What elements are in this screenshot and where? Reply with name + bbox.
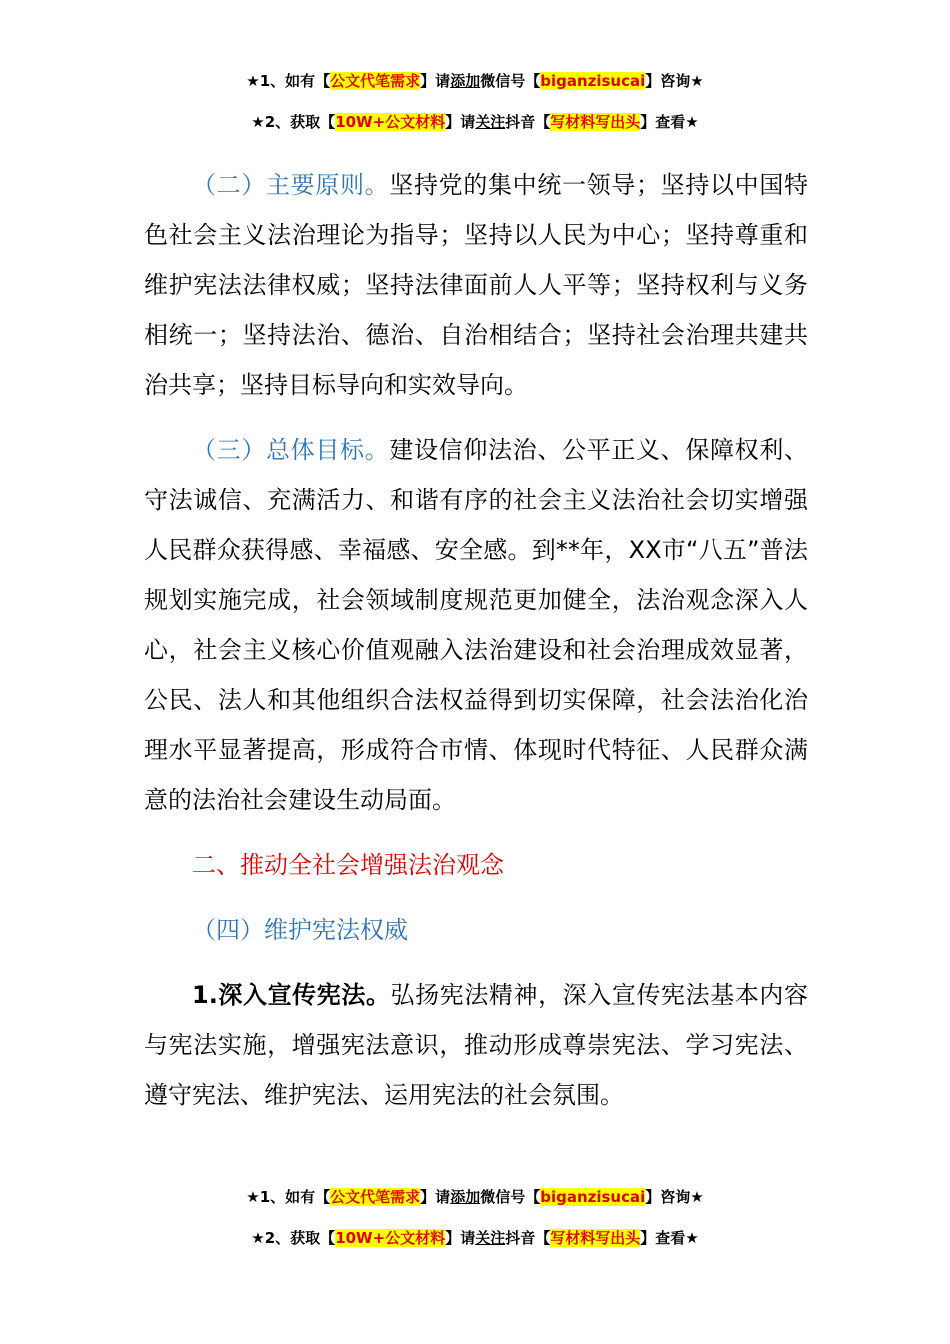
promo-text: 】请 — [420, 1188, 451, 1206]
star-icon: ★ — [246, 1188, 260, 1206]
promo-suffix: 】查看★ — [640, 113, 699, 131]
star-icon: ★ — [251, 113, 265, 131]
promo-highlight: 写材料写出头 — [550, 113, 641, 131]
promo-underlined: 关注 — [475, 113, 506, 131]
promo-suffix: 】查看★ — [640, 1229, 699, 1247]
promo-highlight: biganzisucai — [540, 1188, 646, 1206]
paragraph-principles — [144, 160, 808, 410]
bottom-promo-line-1 — [0, 1186, 950, 1208]
promo-text: 抖音【 — [505, 1229, 551, 1247]
promo-underlined: 添加 — [450, 72, 481, 90]
heading-principles: （二）主要原则。 — [192, 171, 390, 199]
promo-highlight: biganzisucai — [540, 72, 646, 90]
promo-highlight: 公文代笔需求 — [330, 1188, 421, 1206]
promo-prefix: 2、获取【 — [264, 1229, 336, 1247]
promo-highlight: 10W+公文材料 — [335, 1229, 446, 1247]
promo-underlined: 关注 — [475, 1229, 506, 1247]
promo-text: 】请 — [445, 113, 476, 131]
promo-prefix: 2、获取【 — [264, 113, 336, 131]
section-heading-2: 二、推动全社会增强法治观念 — [192, 851, 504, 879]
promo-highlight: 公文代笔需求 — [330, 72, 421, 90]
promo-underlined: 添加 — [450, 1188, 481, 1206]
body-goals: 建设信仰法治、公平正义、保障权利、守法诚信、充满活力、和谐有序的社会主义法治社会切实增强人民群众获得感、幸福感、安全感。到**年，XX市“八五”普法规划实施完成，社会领域制度规范更加健全，法治观念深入人心，社会主义核心价值观融入法治建设和社会治理成效显著，公民、法人和其他组织合法权益得到切实保障，社会法治化治理水平显著提高，形成符合市情、体现时代特征、人民群众满意的法治社会建设生动局面。 — [144, 436, 809, 814]
promo-text: 】请 — [445, 1229, 476, 1247]
top-promo-line-2 — [0, 111, 950, 133]
promo-prefix: 1、如有【 — [259, 72, 331, 90]
promo-suffix: 】咨询★ — [645, 1188, 704, 1206]
star-icon: ★ — [251, 1229, 265, 1247]
promo-text: 微信号【 — [480, 72, 541, 90]
promo-text: 】请 — [420, 72, 451, 90]
top-promo-line-1 — [0, 70, 950, 92]
heading-goals: （三）总体目标。 — [192, 436, 390, 464]
bottom-promo-line-2 — [0, 1227, 950, 1249]
promo-text: 抖音【 — [505, 113, 551, 131]
promo-highlight: 10W+公文材料 — [335, 113, 446, 131]
star-icon: ★ — [246, 72, 260, 90]
paragraph-constitution — [144, 970, 808, 1120]
document-body — [144, 160, 808, 1120]
body-constitution: 弘扬宪法精神，深入宣传宪法基本内容与宪法实施，增强宪法意识，推动形成尊崇宪法、学习宪法、遵守宪法、维护宪法、运用宪法的社会氛围。 — [144, 981, 808, 1109]
body-principles: 坚持党的集中统一领导；坚持以中国特色社会主义法治理论为指导；坚持以人民为中心；坚持尊重和维护宪法法律权威；坚持法律面前人人平等；坚持权利与义务相统一；坚持法治、德治、自治相结合；坚持社会治理共建共治共享；坚持目标导向和实效导向。 — [144, 171, 809, 399]
subsection-heading-4: （四）维护宪法权威 — [192, 916, 408, 944]
promo-highlight: 写材料写出头 — [550, 1229, 641, 1247]
promo-prefix: 1、如有【 — [259, 1188, 331, 1206]
heading-constitution: 1.深入宣传宪法。 — [192, 981, 391, 1009]
promo-suffix: 】咨询★ — [645, 72, 704, 90]
paragraph-goals — [144, 425, 808, 825]
promo-text: 微信号【 — [480, 1188, 541, 1206]
